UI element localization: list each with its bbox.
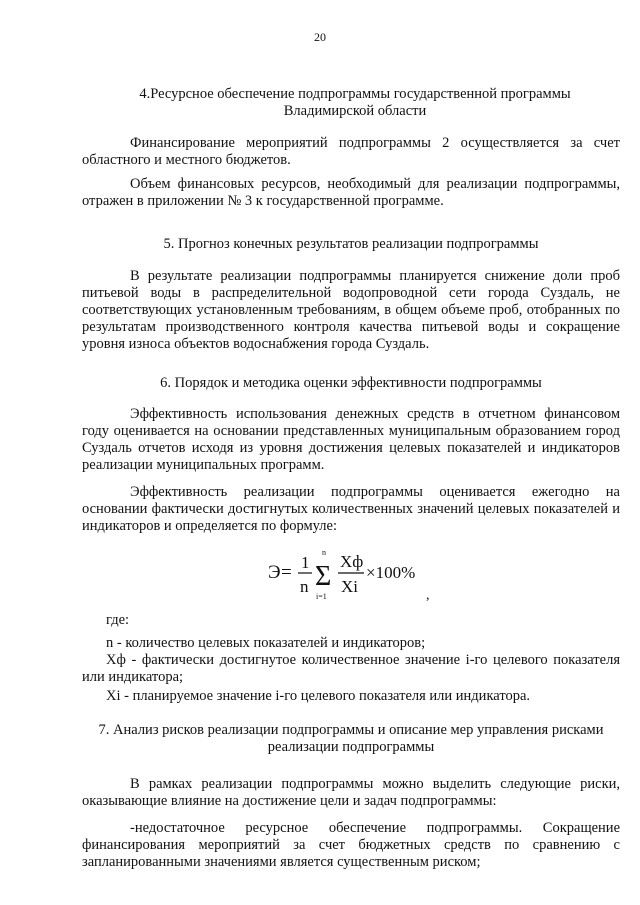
section6-heading: 6. Порядок и методика оценки эффективности подпрограммы xyxy=(160,375,542,391)
efficiency-formula xyxy=(268,547,438,603)
formula-sum-upper: n xyxy=(322,548,326,557)
definition-n: n - количество целевых показателей и индикаторов; xyxy=(106,635,426,651)
page-number: 20 xyxy=(314,30,326,44)
section4-paragraph-2: Объем финансовых ресурсов, необходимый для реализации подпрограммы, отражен в приложении № 3 к государственной программе. xyxy=(82,176,620,209)
where-label: где: xyxy=(106,612,130,628)
section7-paragraph-2: -недостаточное ресурсное обеспечение подпрограммы. Сокращение финансирования мероприятий за счет бюджетных средств по сравнению с запланированными значениями является существенным риском; xyxy=(82,820,620,870)
section4-heading-line2: Владимирской области xyxy=(283,103,427,119)
section7-heading-line2: реализации подпрограммы xyxy=(267,739,435,755)
formula-one: 1 xyxy=(301,553,310,572)
section5-paragraph-1: В результате реализации подпрограммы планируется снижение доли проб питьевой воды в распределительной водопроводной сети города Суздаль, не соответствующих установленным требованиям, в общем объеме проб, отобранных по результатам производственного контроля качества питьевой воды и сокращение уровня износа объектов водоснабжения города Суздаль. xyxy=(82,268,620,352)
section6-paragraph-2: Эффективность реализации подпрограммы оценивается ежегодно на основании фактически достигнутых количественных значений целевых показателей и индикаторов и определяется по формуле: xyxy=(82,484,620,534)
section7-heading xyxy=(82,722,620,756)
section4-heading-line1: 4.Ресурсное обеспечение подпрограммы государственной программы xyxy=(139,86,571,102)
formula-equals: = xyxy=(281,562,292,583)
formula-sum-lower: i=1 xyxy=(316,592,327,601)
definition-xf: Xф - фактически достигнутое количественное значение i-го целевого показателя или индикатора; xyxy=(82,652,620,685)
definition-xi: Xi - планируемое значение i-го целевого показателя или индикатора. xyxy=(106,688,531,704)
formula-ratio-denominator: Xi xyxy=(341,577,358,596)
section4-heading xyxy=(110,86,600,120)
formula-n: n xyxy=(300,577,309,596)
formula-trailing-comma: , xyxy=(426,588,430,603)
sigma-symbol: Σ xyxy=(315,561,332,592)
formula-lhs: Э xyxy=(268,562,281,583)
section4-paragraph-1: Финансирование мероприятий подпрограммы 2 осуществляется за счет областного и местного бюджетов. xyxy=(82,135,620,168)
formula-ratio-numerator: Xф xyxy=(340,552,364,571)
section7-heading-line1: 7. Анализ рисков реализации подпрограммы и описание мер управления рисками xyxy=(98,722,604,738)
section6-paragraph-1: Эффективность использования денежных средств в отчетном финансовом году оценивается на основании представленных муниципальным образованием город Суздаль отчетов исходя из уровня достижения целевых показателей и индикаторов реализации муниципальных программ. xyxy=(82,406,620,473)
section5-heading: 5. Прогноз конечных результатов реализации подпрограммы xyxy=(163,236,539,252)
section7-paragraph-1: В рамках реализации подпрограммы можно выделить следующие риски, оказывающие влияние на достижение цели и задач подпрограммы: xyxy=(82,776,620,809)
formula-multiplier: ×100% xyxy=(366,563,416,582)
